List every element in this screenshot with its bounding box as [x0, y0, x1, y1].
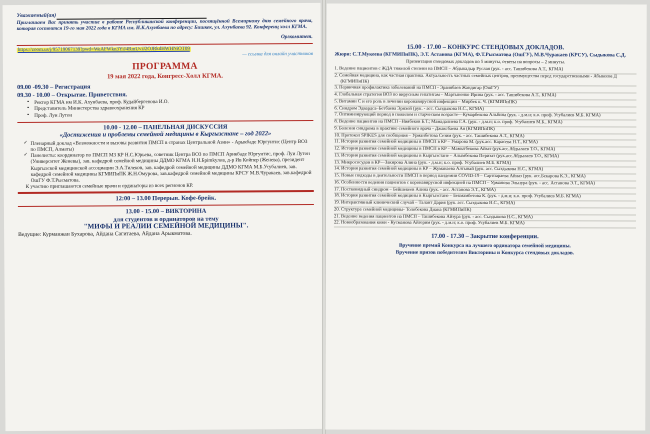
greeting-item: ▪ Ректор КГМА им И.К. Ахунбаева, проф. Кудайбергенова И.О.	[27, 98, 313, 106]
poster-item: 12. История развития семейной медицины в ПМСП в КР – Мамытбекова Айзат (рук.асс.Абдылаев Т.О., КГМА)	[334, 147, 636, 155]
award-resident: Вручение премий Конкурса на лучшего ординатора семейной медицины.	[398, 242, 571, 250]
quiz-time: 13.00 - 15.00 – ВИКТОРИНА	[125, 207, 207, 216]
poster-item: 13. История развития семейной медицины в Кыргызстане – Алымбекова Перизат (рук.асс.Абдылаев Т.О., КГМА)	[334, 153, 636, 161]
poster-item: 3. Первичная профилактика заболеваний на ПМСП - Эраиябаев Жандигар (ОшГУ)	[334, 86, 636, 94]
poster-contest-title: 15.00 - 17.00 – КОНКУРС СТЕНДОВЫХ ДОКЛАДОВ.	[407, 43, 565, 52]
invitation-text: Приглашаем Вас принять участие в работе Республиканской конференции, посвящённой Всемирному дню семейного врача, которая состоится 19-го мая 2022 года в КГМА им. И.К.Ахунбаева по адресу: Бишкек, ул. Ахунбаева 92. Конференц холл КГМА.	[16, 17, 313, 33]
poster-item: 6. Синдром Эдвардса–Бетбаева Эрнхей (рук. - асс. Сыздыкова Н.С., КГМА)	[334, 106, 636, 114]
opening-slot: 09.30 - 10.00 – Открытие. Приветствия.	[17, 90, 128, 99]
poster-item: 21. Ведение ведения пациентов на ПМСП – Ташибекова Айзура (рук. - асс. Сыздыкова Н.С., КГМА)	[334, 214, 636, 222]
panel-title: «Достижения и проблемы семейной медицины в Кыргызстане – год 2022»	[59, 130, 272, 140]
panel-note: К участию приглашаются семейные врачи и ординаторы из всех регионов КР.	[25, 183, 194, 191]
left-page	[3, 3, 324, 431]
award-winners: Вручение призов победителям Викторины и Конкурса стендовых докладов.	[395, 249, 574, 256]
poster-item: 18. История развития семейной медицины в Кыргызстане – Бекмамбетова К. (рук. - д.м.н; к.о. проф. Усубалиев М.Б. КГМА)	[334, 194, 636, 202]
poster-item: 5. Витамин С и его роль в лечении коронавирусной инфекции – Мирбек к. Ч. (КГМИПиПК)	[334, 99, 636, 107]
zoom-link[interactable]: https://zoom.us/j/95719067139?pwd=WeAFWkn3YiJ4RmUviJ2OJRkdHWHNiOT09	[17, 46, 190, 54]
quiz-title: "МИФЫ И РЕАЛИИ СЕМЕЙНОЙ МЕДИЦИНЫ".	[83, 221, 249, 231]
poster-intro: Презентация стендовых докладов по 5 минуты, ответы на вопросы – 2 минуты.	[406, 60, 565, 66]
panel-time: 10.00 - 12.00 – ПАНЕЛЬНАЯ ДИСКУССИЯ	[103, 123, 228, 132]
poster-item: 19. Интерактивный клинический случай – Талант Дария (рук. асс. Сыздыкова Н.С., КГМА)	[334, 201, 636, 209]
panel-item: ✓ Панелисты: координатор по ПМСП МЗ КР Н.С.Юрьева, советник Центра ВОЗ по ПМСП Арикбаде Юргунтис, проф. Луи Лутон (Университет Женевы), зав. кафедрой семейной медицины ДДМО КГМА Н.Н.Брimkулов, д-р Ив Койпер (Женева), президент Кыргызской медицинской ассоциации Э.А.Тилеков, зав. кафедрой семейной медицины ДДМО КГМА М.Б.Усубалиев, зав. кафедрой семейной медицины КГМИПиПК Ж.Н.Омурова, зав.кафедрой семейной медицины КРСУ М.В.Чуракаев, зав.кафедрой ОшГУ Ф.Т.Рысматова.	[24, 151, 314, 184]
poster-item: 1. Ведение пациентов с ЖДА тяжелой степени на ПМСП – Абдыкадыр Руслан (рук. - асс. Ташибекова А.Т., КГМА)	[335, 67, 637, 75]
jury-list: Жюри: С.Т.Мукеева (КГМИПиПК), Э.Т. Астанова (КГМА), Ф.Т.Рысматова (ОшГУ), М.В.Чуракаев (КРСУ), Сыдыкова С.Д.	[334, 51, 626, 59]
poster-item: 8. Ведение пациентов на ПМСП –Ниябеков Б.Т.; Мамадалиева Г.А. (рук. - д.м.н; к.о. проф. Усубалиев М.Б., КГМА)	[334, 120, 636, 128]
panel-item: ✓ Пленарный доклад «Возможности и вызовы развития ПМСП в странах Центральной Азии» - Арыкбаде Юргунтис (Центр ВОЗ по ПМСП, Алматы)	[23, 139, 313, 153]
poster-item: 17. Постковидный синдром – Бейшекеев Алина (рук. - асс. Астанова Э.Т., КГМА)	[334, 187, 636, 195]
greeting-item: ▪ Проф. Луи Лутон	[27, 111, 313, 119]
program-date: 19 мая 2022 года, Конгресс-Холл КГМА.	[107, 72, 223, 81]
quiz-for: для студентов и ординаторов на тему	[113, 215, 219, 223]
poster-item: 20. Структура семейной медицины- Толобекова Диана (КГМИПиПК)	[334, 207, 636, 215]
right-page-content	[333, 43, 636, 426]
salutation-text: Уважаемый(ая)	[16, 12, 57, 20]
poster-item: 2. Семейная медицина, как частная практика. Актуальность частных семейных центров, преимущества перед государственными - Абыкеева Д (КГМИПиПК)	[334, 73, 636, 87]
poster-item: 10. Протокол SPIKES для сообщения – Урманбетова Сезим (рук. - асс. Ташибекова А.Т., КГМА)	[334, 133, 636, 141]
poster-item: 14. История развития семейной медицины в КР – Жуманаева Алтынай (рук. асс. Сыздыкова Н.С., КГМА)	[334, 167, 636, 175]
poster-item: 13. Микрососудов в КР—Закирова Алина (рук. - д.м.н; к.о. проф. Усубалиев М.Б. КГМА)	[334, 160, 636, 168]
greeting-item: ▪ Представитель Министерства здравоохранения КР	[27, 104, 313, 112]
quiz-hosts: Ведущие: Курманжан Бухарова, Айдана Сагитаева, Айдана Арыкматова.	[18, 231, 192, 239]
break-slot: 12:00 – 13.00 Перерыв. Кофе-брейк.	[115, 194, 217, 202]
registration-slot: 09.00 -09.30 – Регистрация	[17, 83, 91, 92]
right-page	[325, 3, 646, 430]
program-title: ПРОГРАММА	[132, 61, 198, 73]
poster-item: 15. Новые подходы в деятельности ПМСП в период пандемии COVID-19 – Сартпараева Айназ (рук. асс.Бекарова К.Э., КГМА)	[334, 174, 636, 182]
poster-item: 11. История развития семейной медицины в ПМСП в КР – Умарова М. (рук.асс. Карасева Н.Т., КГМА)	[334, 140, 636, 148]
poster-item: 7. Оптимизирующий период в пожилом и старческом возрасте—Кумарбекова Альбина (рук. - д.м.н; к.о. проф. Усубалиев М.Б. КГМА)	[334, 113, 636, 121]
closing-slot: 17.00 - 17.30 – Закрытие конференции.	[431, 232, 539, 241]
poster-list	[334, 67, 637, 229]
panel-list	[23, 139, 313, 184]
poster-item: 22. Новообразования кожи - Кусманова Айгерим (рук. - д.м.н; к.о. проф. Усубалиев М.Б. КГМА)	[334, 221, 636, 229]
poster-item: 16. Особенности ведения пациентов с коронавирусной инфекцией на ПМСП – Урманова Эльнура (рук. - асс. Астанова Э.Т., КГМА)	[334, 180, 636, 188]
left-page-content	[17, 11, 316, 427]
poster-item: 4. Глобальная стратегия ВОЗ по вирусным гепатитам – Мартыненко Ирина (рук. - асс. Ташибекова А.Т., КГМА)	[334, 93, 636, 101]
organizers-signature: Оргкомитет.	[280, 33, 313, 40]
zoom-link-note: — ссылка для онлайн участников	[242, 51, 313, 58]
greetings-list	[27, 98, 313, 119]
poster-item: 9. Болезни синдрома в практике семейного врача - Джаксбаева Ая (КГМИПиПК)	[334, 126, 636, 134]
zoom-link-row	[17, 46, 313, 60]
